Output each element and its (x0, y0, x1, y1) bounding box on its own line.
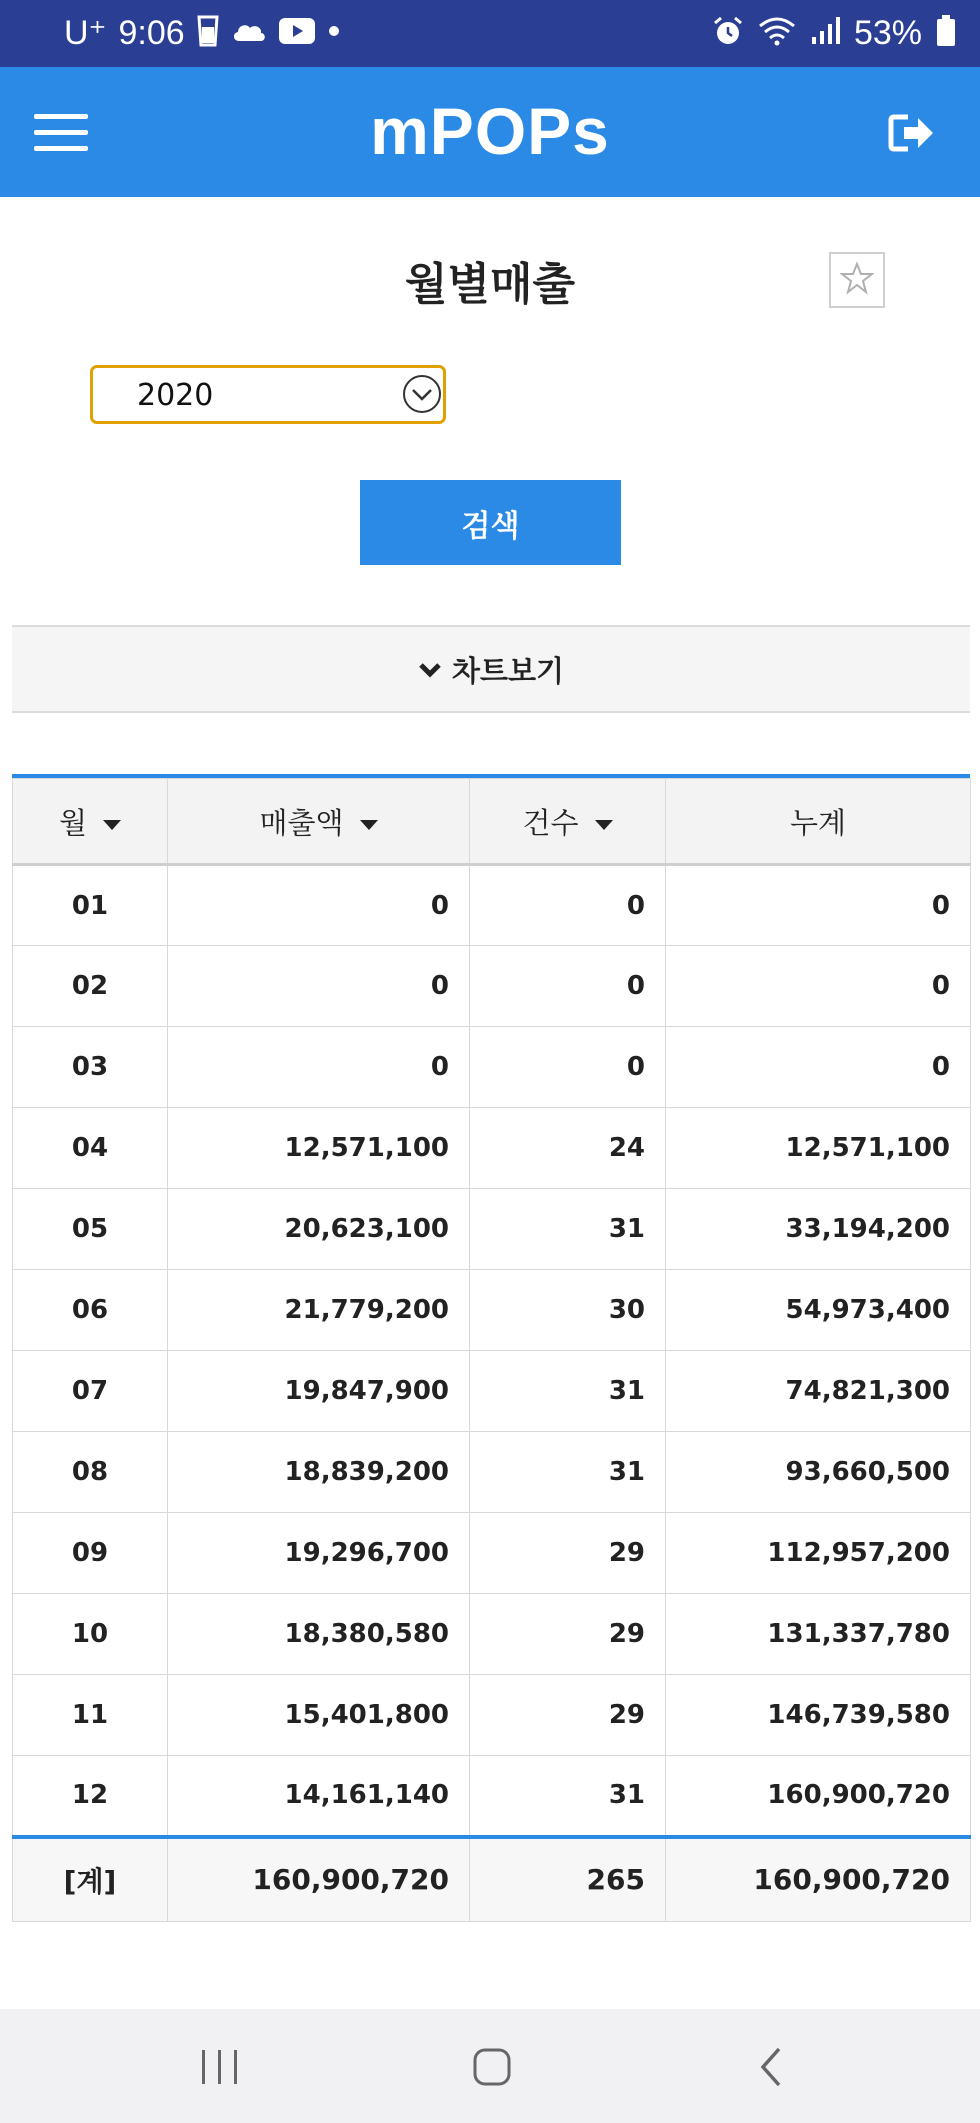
table-row: 02 0 0 0 (13, 946, 971, 1027)
table-total-row (13, 1837, 971, 1922)
favorite-star-button[interactable] (829, 252, 885, 308)
table-row: 04 12,571,100 24 12,571,100 (13, 1108, 971, 1189)
dot-icon (327, 24, 341, 43)
table-row: 10 18,380,580 29 131,337,780 (13, 1594, 971, 1675)
total-count: 265 (470, 1837, 666, 1922)
chevron-down-icon (402, 374, 442, 414)
monthly-sales-table (12, 774, 970, 1922)
signal-icon (810, 17, 840, 50)
cup-icon (197, 15, 219, 52)
total-sales: 160,900,720 (168, 1837, 470, 1922)
carrier-label: U⁺ (64, 14, 107, 52)
table-row: 06 21,779,200 30 54,973,400 (13, 1270, 971, 1351)
table-row: 07 19,847,900 31 74,821,300 (13, 1351, 971, 1432)
column-header-cumulative: 누계 (666, 779, 971, 865)
table-row: 09 19,296,700 29 112,957,200 (13, 1513, 971, 1594)
recent-apps-icon[interactable] (198, 2042, 242, 2092)
cloud-icon (231, 20, 267, 47)
app-title: mPOPs (370, 94, 610, 168)
sort-caret-icon (360, 820, 378, 830)
logout-icon[interactable] (888, 113, 936, 153)
table-row: 05 20,623,100 31 33,194,200 (13, 1189, 971, 1270)
search-button[interactable]: 검색 (360, 480, 621, 565)
table-row: 01 0 0 0 (13, 865, 971, 946)
battery-percent: 53% (853, 13, 922, 52)
total-cumulative: 160,900,720 (666, 1837, 971, 1922)
battery-icon (936, 15, 956, 52)
status-time: 9:06 (118, 13, 185, 52)
sort-caret-icon (595, 820, 613, 830)
chevron-down-icon (418, 652, 442, 686)
sort-caret-icon (103, 820, 121, 830)
system-nav-bar (0, 2009, 980, 2123)
chart-toggle[interactable] (12, 625, 970, 713)
table-row: 08 18,839,200 31 93,660,500 (13, 1432, 971, 1513)
star-icon (840, 261, 874, 299)
column-header-count[interactable]: 건수 (470, 779, 666, 865)
table-row: 12 14,161,140 31 160,900,720 (13, 1756, 971, 1837)
total-label: [계] (13, 1837, 168, 1922)
year-select-value: 2020 (137, 378, 214, 413)
app-bar (0, 67, 980, 197)
youtube-icon (279, 18, 315, 49)
page-title: 월별매출 (404, 259, 575, 310)
column-header-month[interactable]: 월 (13, 779, 168, 865)
status-bar (0, 0, 980, 67)
alarm-icon (712, 15, 744, 52)
table-row: 03 0 0 0 (13, 1027, 971, 1108)
year-select[interactable] (90, 365, 446, 424)
home-icon[interactable] (470, 2042, 514, 2092)
wifi-icon (758, 16, 796, 51)
back-icon[interactable] (752, 2042, 792, 2092)
column-header-sales[interactable]: 매출액 (168, 779, 470, 865)
table-row: 11 15,401,800 29 146,739,580 (13, 1675, 971, 1756)
chart-toggle-label: 차트보기 (451, 653, 565, 688)
